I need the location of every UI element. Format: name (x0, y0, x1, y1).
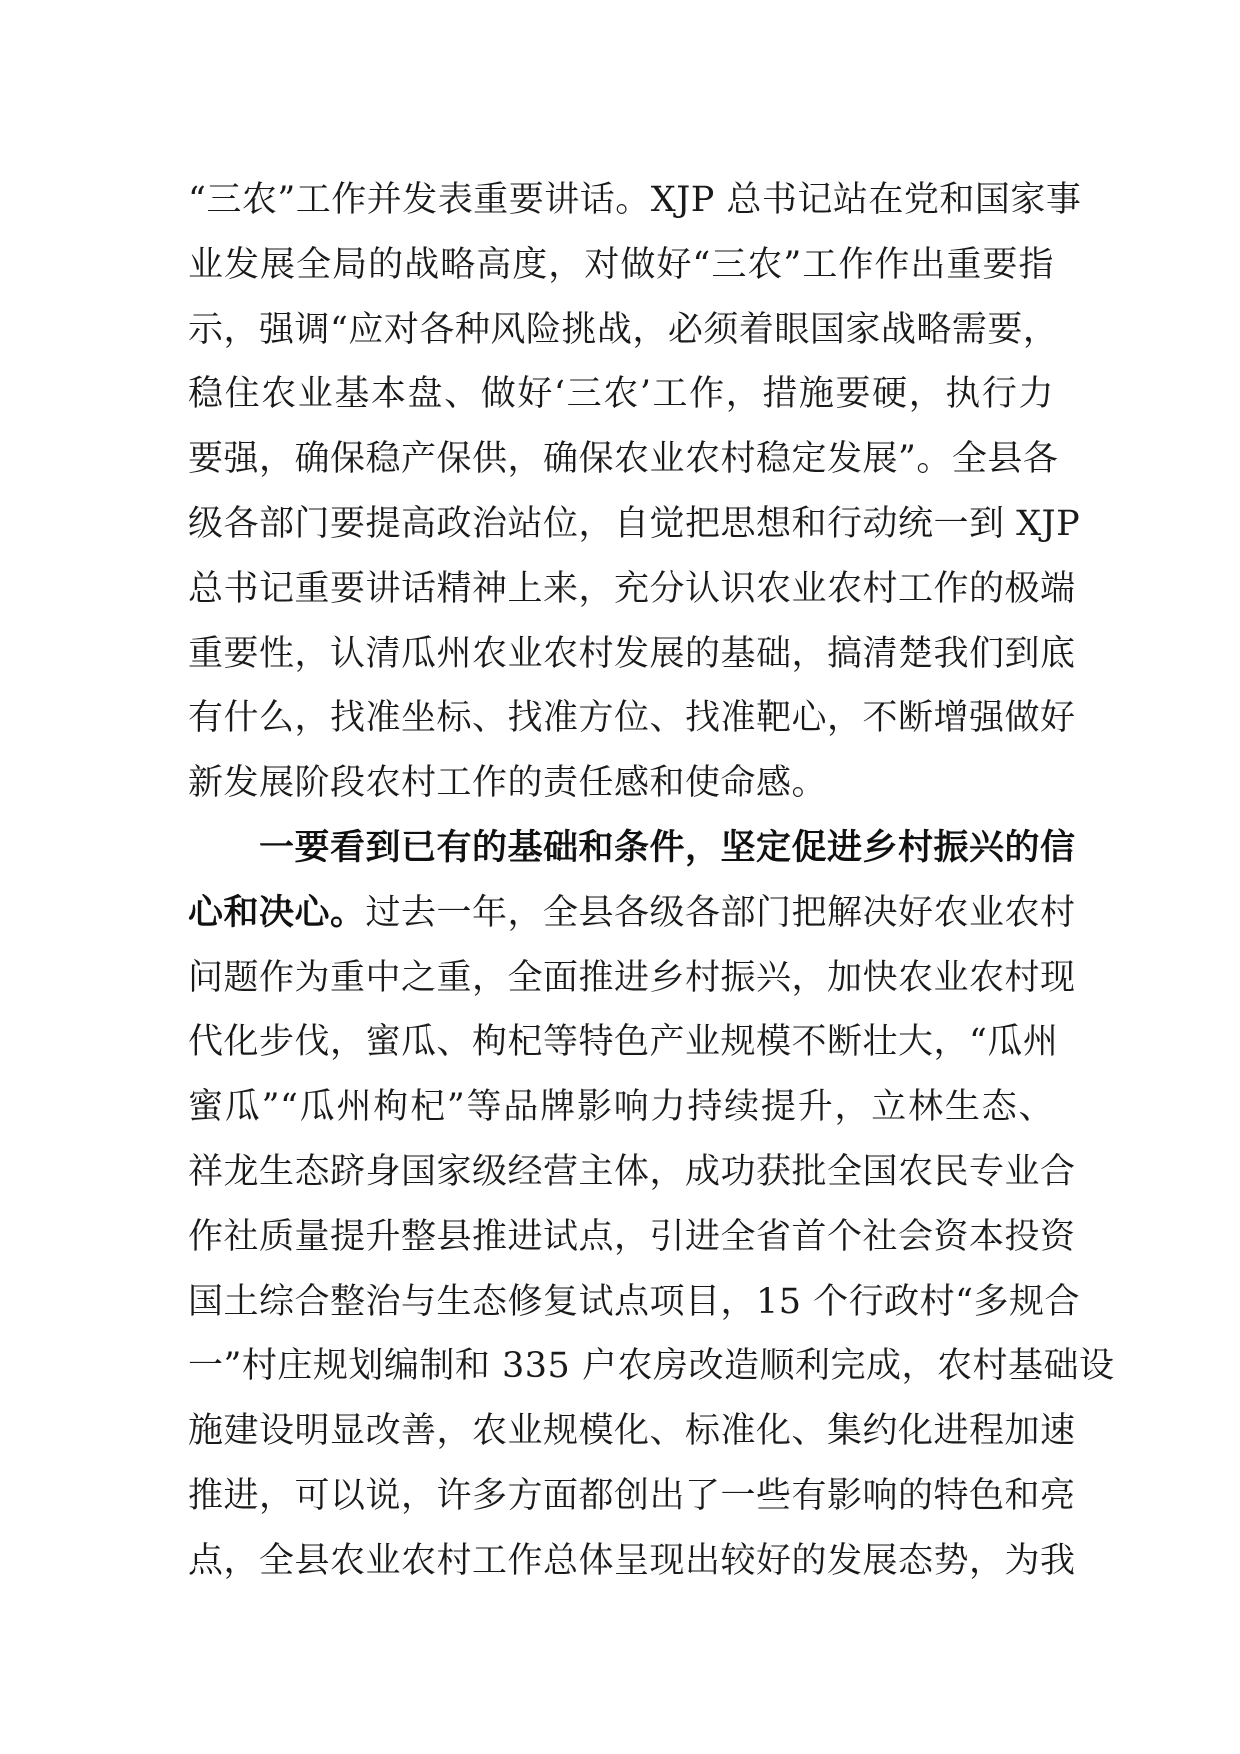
text-line: 要强，确保稳产保供，确保农业农村稳定发展”。全县各 (188, 439, 1059, 480)
text-line: 问题作为重中之重，全面推进乡村振兴，加快农业农村现 (188, 957, 1076, 998)
text-line: 作社质量提升整县推进试点，引进全省首个社会资本投资 (188, 1216, 1076, 1257)
text-line: 代化步伐，蜜瓜、枸杞等特色产业规模不断壮大，“瓜州 (188, 1022, 1059, 1063)
text-line: 级各部门要提高政治站位，自觉把思想和行动统一到 XJP (188, 503, 1081, 544)
text-line: 总书记重要讲话精神上来，充分认识农业农村工作的极端 (188, 568, 1076, 609)
text-span: 过去一年，全县各级各部门把解决好农业农村 (365, 892, 1076, 933)
text-line: 点，全县农业农村工作总体呈现出较好的发展态势，为我 (188, 1540, 1076, 1581)
text-line: 一”村庄规划编制和 335 户农房改造顺利完成，农村基础设 (188, 1346, 1115, 1387)
paragraph-2 (188, 816, 1115, 1594)
paragraph-1 (188, 168, 1082, 816)
text-line: 祥龙生态跻身国家级经营主体，成功获批全国农民专业合 (188, 1151, 1076, 1192)
text-line: 示，强调“应对各种风险挑战，必须着眼国家战略需要， (188, 309, 1059, 350)
text-line: 稳住农业基本盘、做好‘三农’工作，措施要硬，执行力 (188, 374, 1054, 415)
section-heading-line: 一要看到已有的基础和条件，坚定促进乡村振兴的信 (188, 827, 1076, 868)
text-line: 重要性，认清瓜州农业农村发展的基础，搞清楚我们到底 (188, 633, 1076, 674)
text-line: 业发展全局的战略高度，对做好“三农”工作作出重要指 (188, 244, 1054, 285)
text-line: 有什么，找准坐标、找准方位、找准靶心，不断增强做好 (188, 698, 1076, 739)
text-line: 国土综合整治与生态修复试点项目，15 个行政村“多规合 (188, 1281, 1081, 1322)
text-line (188, 881, 1076, 946)
document-body (188, 168, 1115, 1594)
text-line: 推进，可以说，许多方面都创出了一些有影响的特色和亮 (188, 1475, 1076, 1516)
section-heading-tail: 心和决心。 (188, 892, 366, 933)
text-line: 蜜瓜”“瓜州枸杞”等品牌影响力持续提升，立林生态、 (188, 1087, 1054, 1128)
text-line: “三农”工作并发表重要讲话。XJP 总书记站在党和国家事 (188, 180, 1082, 220)
text-line: 新发展阶段农村工作的责任感和使命感。 (188, 763, 828, 804)
text-line: 施建设明显改善，农业规模化、标准化、集约化进程加速 (188, 1411, 1076, 1452)
